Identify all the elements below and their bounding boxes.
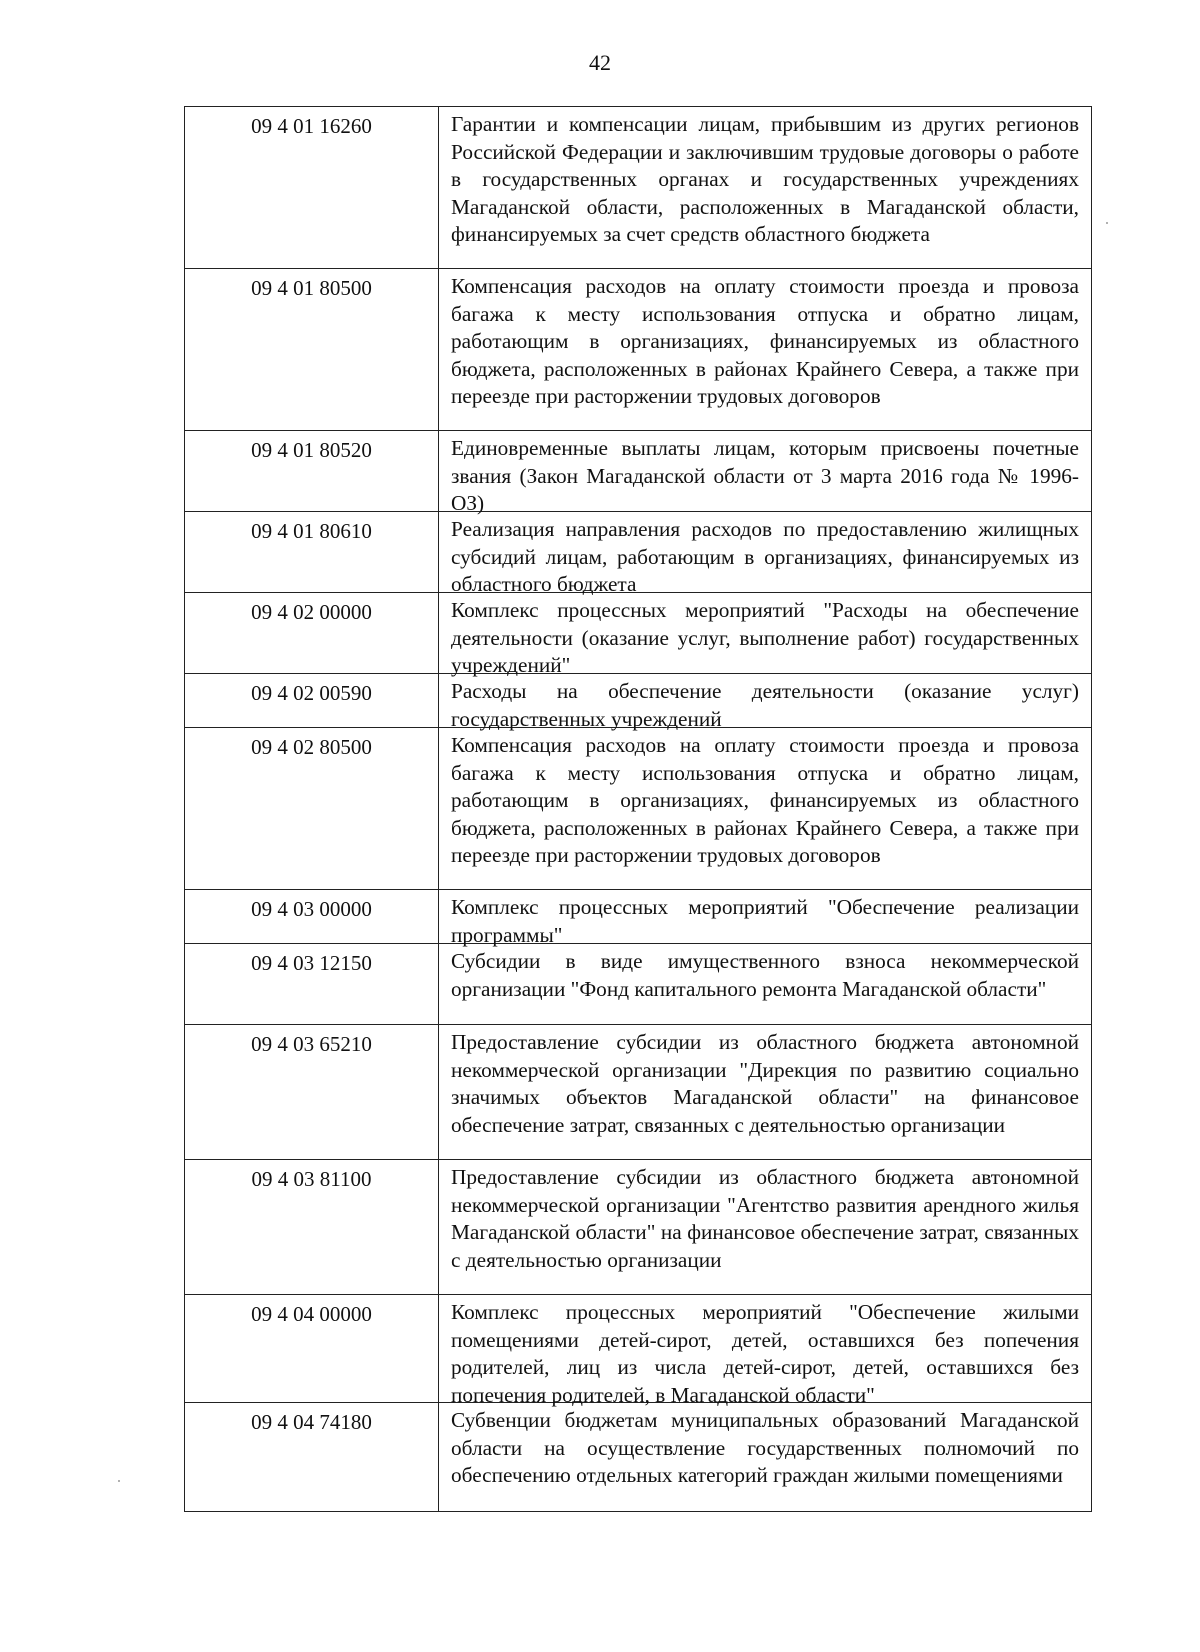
page-number: 42 [589, 50, 611, 75]
expense-description: Расходы на обеспечение деятельности (оказание услуг) государственных учреждений [451, 679, 1079, 731]
expense-description: Компенсация расходов на оплату стоимости проезда и провоза багажа к месту использования отпуска и обратно лицам, работающим в организациях, финансируемых из областного бюджета, расположенных в районах Крайнего Севера, а также при переезде при расторжении трудовых договоров [451, 274, 1079, 409]
classification-code: 09 4 03 65210 [185, 1025, 439, 1159]
scan-speck [118, 1480, 120, 1482]
classification-code: 09 4 02 00000 [185, 593, 439, 673]
table-row [185, 269, 1091, 431]
expense-description: Предоставление субсидии из областного бюджета автономной некоммерческой организации "Дирекция по развитию социально значимых объектов Магаданской области" на финансовое обеспечение затрат, связанных с деятельностью организации [451, 1030, 1079, 1137]
classification-code: 09 4 01 16260 [185, 107, 439, 268]
expense-description: Предоставление субсидии из областного бюджета автономной некоммерческой организации "Агентство развития арендного жилья Магаданской области" на финансовое обеспечение затрат, связанных с деятельностью организации [451, 1165, 1079, 1272]
table-row [185, 512, 1091, 597]
classification-code: 09 4 01 80610 [185, 512, 439, 592]
classification-code: 09 4 03 00000 [185, 890, 439, 943]
expense-description: Компенсация расходов на оплату стоимости проезда и провоза багажа к месту использования отпуска и обратно лицам, работающим в организациях, финансируемых из областного бюджета, расположенных в районах Крайнего Севера, а также при переезде при расторжении трудовых договоров [451, 733, 1079, 868]
classification-code: 09 4 02 80500 [185, 728, 439, 889]
scan-speck [1106, 222, 1108, 224]
table-row [185, 593, 1091, 678]
expense-description: Единовременные выплаты лицам, которым присвоены почетные звания (Закон Магаданской области от 3 марта 2016 года № 1996-ОЗ) [451, 436, 1079, 516]
classification-code: 09 4 03 81100 [185, 1160, 439, 1294]
expense-description: Комплекс процессных мероприятий "Обеспечение жилыми помещениями детей-сирот, детей, оставшихся без попечения родителей, лиц из числа детей-сирот, детей, оставшихся без попечения родителей, в Магаданской области" [451, 1300, 1079, 1407]
expense-description: Субвенции бюджетам муниципальных образований Магаданской области на осуществление государственных полномочий по обеспечению отдельных категорий граждан жилыми помещениями [451, 1408, 1079, 1488]
table-row [185, 674, 1091, 731]
expense-description: Гарантии и компенсации лицам, прибывшим из других регионов Российской Федерации и заключившим трудовые договоры о работе в государственных органах и государственных учреждениях Магаданской области, расположенных в Магаданской области, финансируемых за счет средств областного бюджета [451, 112, 1079, 247]
classification-code: 09 4 01 80500 [185, 269, 439, 430]
expense-description: Комплекс процессных мероприятий "Расходы на обеспечение деятельности (оказание услуг, выполнение работ) государственных учреждений" [451, 598, 1079, 678]
table-row [185, 431, 1091, 516]
table-row [185, 107, 1091, 269]
table-row [185, 1403, 1091, 1511]
table-row [185, 1025, 1091, 1160]
budget-classification-table [184, 106, 1092, 1512]
expense-description: Субсидии в виде имущественного взноса некоммерческой организации "Фонд капитального ремонта Магаданской области" [451, 949, 1079, 1001]
classification-code: 09 4 04 00000 [185, 1295, 439, 1402]
classification-code: 09 4 03 12150 [185, 944, 439, 1024]
table-row [185, 1160, 1091, 1295]
expense-description: Комплекс процессных мероприятий "Обеспечение реализации программы" [451, 895, 1079, 947]
table-row [185, 1295, 1091, 1407]
table-row [185, 944, 1091, 1025]
classification-code: 09 4 04 74180 [185, 1403, 439, 1511]
table-row [185, 728, 1091, 890]
classification-code: 09 4 02 00590 [185, 674, 439, 727]
table-row [185, 890, 1091, 947]
expense-description: Реализация направления расходов по предоставлению жилищных субсидий лицам, работающим в организациях, финансируемых из областного бюджета [451, 517, 1079, 597]
classification-code: 09 4 01 80520 [185, 431, 439, 511]
